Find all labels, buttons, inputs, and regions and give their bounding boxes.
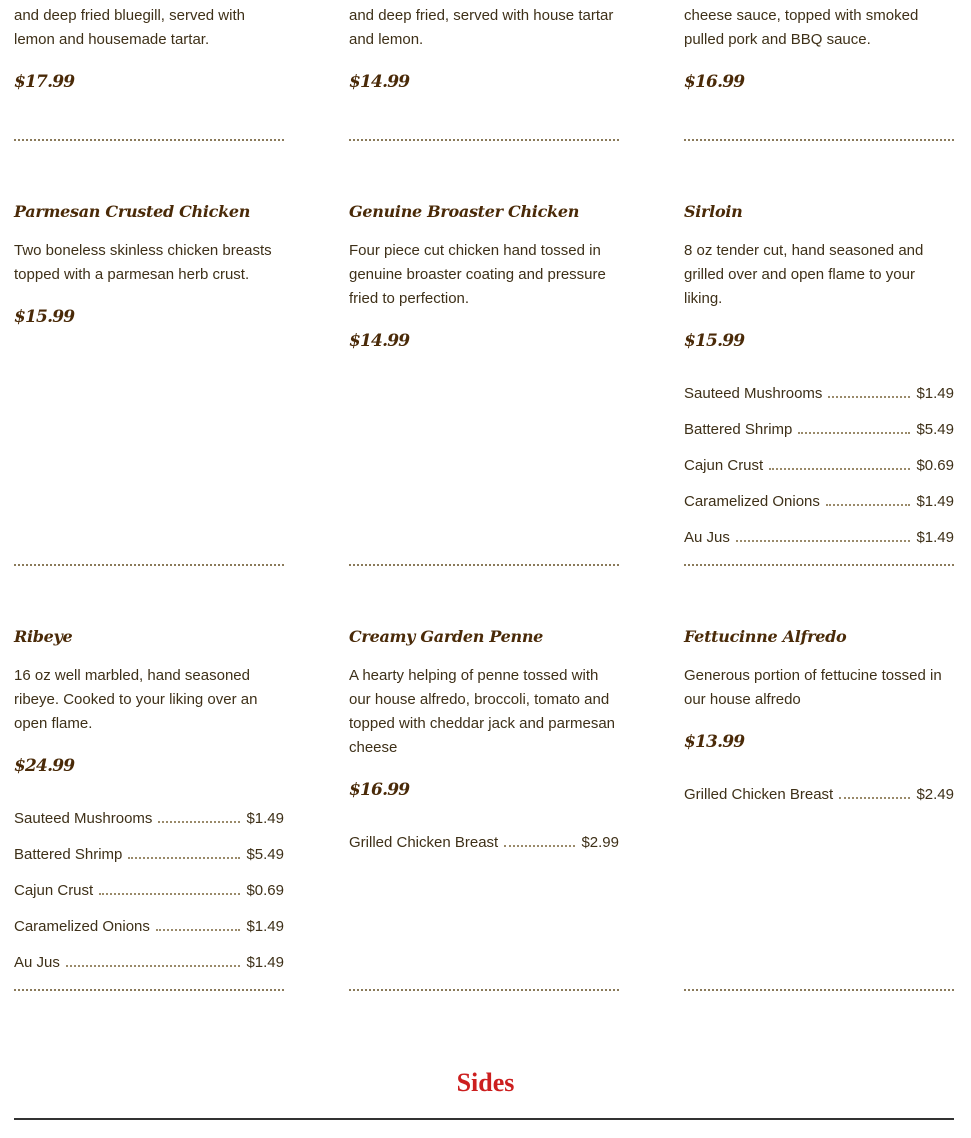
dotted-separator [684, 989, 954, 991]
dot-leader [158, 821, 240, 823]
dotted-separator [14, 139, 284, 141]
item-title: Sirloin [684, 202, 743, 221]
dot-leader [839, 797, 910, 799]
addon-name: Cajun Crust [14, 882, 94, 899]
addon-name: Caramelized Onions [684, 493, 820, 510]
addon-row [14, 841, 284, 863]
addon-price: $5.49 [246, 846, 284, 863]
dotted-separator [349, 564, 619, 566]
item-title: Parmesan Crusted Chicken [14, 202, 251, 221]
item-description: Two boneless skinless chicken breasts topped with a parmesan herb crust. [14, 242, 272, 283]
addon-row [684, 781, 954, 803]
dot-leader [128, 857, 240, 859]
item-title: Fettucinne Alfredo [684, 627, 847, 646]
dotted-separator [14, 564, 284, 566]
addon-price: $0.69 [246, 882, 284, 899]
addon-name: Battered Shrimp [684, 421, 793, 438]
item-description: 16 oz well marbled, hand seasoned ribeye. Cooked to your liking over an open flame. [14, 667, 258, 732]
dot-leader [769, 468, 910, 470]
item-title: Genuine Broaster Chicken [349, 202, 580, 221]
addon-price: $2.49 [916, 786, 954, 803]
section-divider [14, 1118, 954, 1120]
dotted-separator [349, 139, 619, 141]
item-price: $17.99 [14, 72, 75, 92]
item-description: and deep fried, served with house tartar and lemon. [349, 7, 614, 48]
section-title-sides: Sides [456, 1068, 515, 1097]
item-price: $16.99 [349, 780, 410, 800]
addon-row [14, 805, 284, 827]
item-price: $24.99 [14, 756, 75, 776]
addon-row [349, 829, 619, 851]
item-price: $13.99 [684, 732, 745, 752]
addon-row [14, 913, 284, 935]
dot-leader [798, 432, 910, 434]
addon-price: $5.49 [916, 421, 954, 438]
dotted-separator [349, 989, 619, 991]
dotted-separator [684, 564, 954, 566]
addon-price: $1.49 [916, 493, 954, 510]
item-description: Four piece cut chicken hand tossed in genuine broaster coating and pressure fried to perfection. [349, 242, 606, 307]
dot-leader [99, 893, 240, 895]
item-price: $15.99 [14, 307, 75, 327]
addon-row [684, 524, 954, 546]
dot-leader [504, 845, 575, 847]
addon-name: Au Jus [684, 529, 730, 546]
dot-leader [66, 965, 241, 967]
item-description: 8 oz tender cut, hand seasoned and grilled over and open flame to your liking. [684, 242, 924, 307]
addon-row [684, 380, 954, 402]
addon-price: $1.49 [916, 385, 954, 402]
item-description: cheese sauce, topped with smoked pulled pork and BBQ sauce. [684, 7, 919, 48]
addon-row [684, 488, 954, 510]
addon-name: Au Jus [14, 954, 60, 971]
addon-price: $1.49 [246, 810, 284, 827]
addon-name: Sauteed Mushrooms [14, 810, 153, 827]
dot-leader [736, 540, 911, 542]
addon-price: $2.99 [581, 834, 619, 851]
addon-price: $1.49 [916, 529, 954, 546]
addon-name: Sauteed Mushrooms [684, 385, 823, 402]
addon-price: $1.49 [246, 954, 284, 971]
addon-price: $1.49 [246, 918, 284, 935]
dot-leader [828, 396, 910, 398]
addon-name: Caramelized Onions [14, 918, 150, 935]
addon-name: Grilled Chicken Breast [684, 786, 834, 803]
dot-leader [826, 504, 911, 506]
addon-name: Battered Shrimp [14, 846, 123, 863]
addon-name: Grilled Chicken Breast [349, 834, 499, 851]
dotted-separator [14, 989, 284, 991]
item-description: Generous portion of fettucine tossed in our house alfredo [684, 667, 942, 708]
dot-leader [156, 929, 241, 931]
addon-row [684, 416, 954, 438]
item-description: A hearty helping of penne tossed with our house alfredo, broccoli, tomato and topped with cheddar jack and parmesan cheese [349, 667, 616, 756]
item-title: Creamy Garden Penne [349, 627, 544, 646]
addon-row [14, 877, 284, 899]
item-price: $15.99 [684, 331, 745, 351]
item-price: $14.99 [349, 72, 410, 92]
dotted-separator [684, 139, 954, 141]
addon-row [684, 452, 954, 474]
addon-price: $0.69 [916, 457, 954, 474]
item-price: $14.99 [349, 331, 410, 351]
addon-name: Cajun Crust [684, 457, 764, 474]
item-description: and deep fried bluegill, served with lemon and housemade tartar. [14, 7, 245, 48]
item-price: $16.99 [684, 72, 745, 92]
addon-row [14, 949, 284, 971]
item-title: Ribeye [14, 627, 73, 646]
